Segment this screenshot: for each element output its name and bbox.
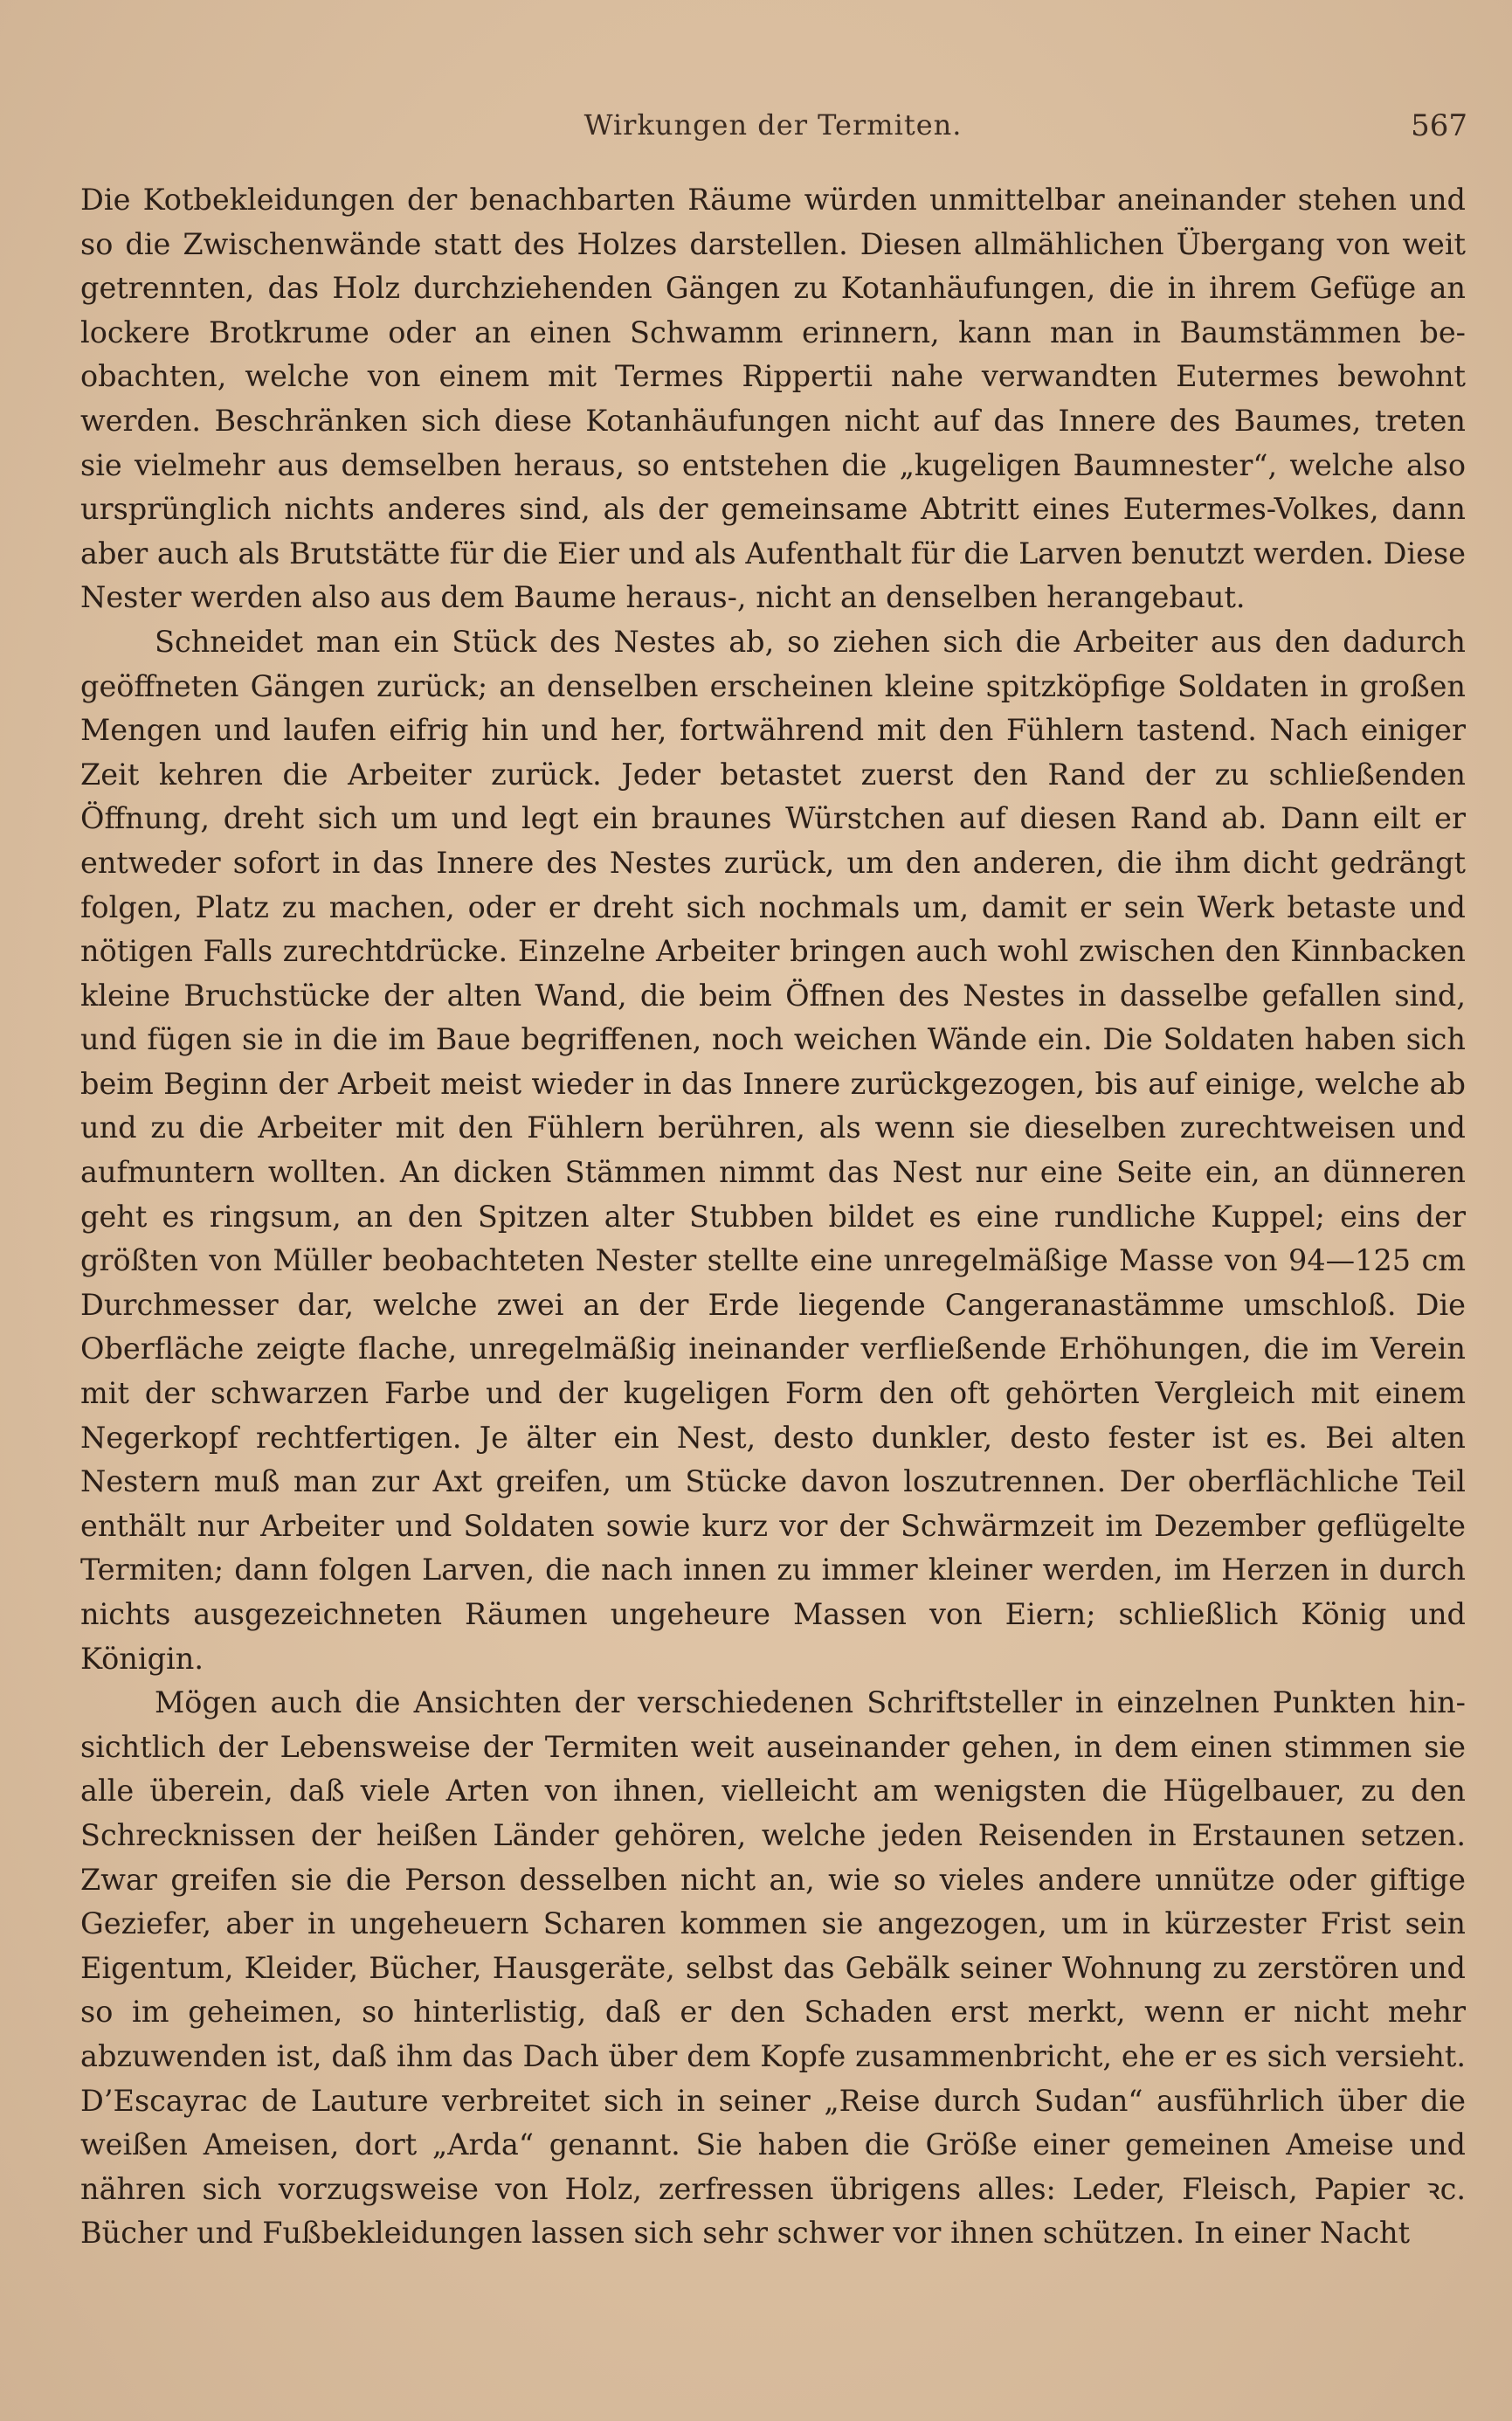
page-number: 567 [1411,108,1467,143]
paragraph-3: Mögen auch die Ansichten der verschiedenen Schriftsteller in einzelnen Punkten hinsichtlich der Lebensweise der Termiten weit auseinander gehen, in dem einen stimmen sie alle überein, daß viele Arten von ihnen, vielleicht am wenigsten die Hügelbauer, zu den Schrecknissen der heißen Länder gehören, welche jeden Reisenden in Erstaunen setzen. Zwar greifen sie die Person desselben nicht an, wie so vieles andere unnütze oder giftige Geziefer, aber in ungeheuern Scharen kommen sie angezogen, um in kürzester Frist sein Eigentum, Kleider, Bücher, Hausgeräte, selbst das Gebälk seiner Wohnung zu zerstören und so im geheimen, so hinterlistig, daß er den Schaden erst merkt, wenn er nicht mehr abzuwenden ist, daß ihm das Dach über dem Kopfe zusammenbricht, ehe er es sich versieht. D’Escayrac de Lauture verbreitet sich in seiner „Reise durch Sudan“ ausführlich über die weißen Ameisen, dort „Arda“ genannt. Sie haben die Größe einer gemeinen Ameise und nähren sich vorzugsweise von Holz, zerfressen übrigens alles: Leder, Fleisch, Papier ꝛc. Bücher und Fußbekleidungen lassen sich sehr schwer vor ihnen schützen. In einer Nacht [80,1685,1466,2251]
running-title: Wirkungen der Termiten. [583,108,963,142]
body-text [80,178,1466,2256]
running-head [79,108,1467,152]
paragraph-2: Schneidet man ein Stück des Nestes ab, so ziehen sich die Arbeiter aus den dadurch geöffneten Gängen zurück; an denselben erscheinen kleine spitzköpfige Soldaten in großen Mengen und laufen eifrig hin und her, fortwährend mit den Fühlern tastend. Nach einiger Zeit kehren die Arbeiter zurück. Jeder betastet zuerst den Rand der zu schließenden Öffnung, dreht sich um und legt ein braunes Würstchen auf diesen Rand ab. Dann eilt er entweder sofort in das Innere des Nestes zurück, um den anderen, die ihm dicht gedrängt folgen, Platz zu machen, oder er dreht sich nochmals um, damit er sein Werk betaste und nötigen Falls zurechtdrücke. Einzelne Arbeiter bringen auch wohl zwischen den Kinnbacken kleine Bruchstücke der alten Wand, die beim Öffnen des Nestes in dasselbe gefallen sind, und fügen sie in die im Baue begriffenen, noch weichen Wände ein. Die Soldaten haben sich beim Beginn der Arbeit meist wieder in das Innere zurückgezogen, bis auf einige, welche ab und zu die Arbeiter mit den Fühlern berühren, als wenn sie dieselben zurechtweisen und aufmuntern wollten. An dicken Stämmen nimmt das Nest nur eine Seite ein, an dünneren geht es ringsum, an den Spitzen alter Stubben bildet es eine rundliche Kuppel; eins der größten von Müller beobachteten Nester stellte eine unregelmäßige Masse von 94—125 cm Durchmesser dar, welche zwei an der Erde liegende Cangeranastämme umschloß. Die Oberfläche zeigte flache, unregelmäßig ineinander verfließende Erhöhungen, die im Verein mit der schwarzen Farbe und der kugeligen Form den oft gehörten Vergleich mit einem Negerkopf rechtfertigen. Je älter ein Nest, desto dunkler, desto fester ist es. Bei alten Nestern muß man zur Axt greifen, um Stücke davon loszutrennen. Der oberflächliche Teil enthält nur Arbeiter und Soldaten sowie kurz vor der Schwärmzeit im Dezember geflügelte Termiten; dann folgen Larven, die nach innen zu immer kleiner werden, im Herzen in durch nichts ausgezeichneten Räumen ungeheure Massen von Eiern; schließlich König und Königin. [80,624,1466,1676]
paragraph-1: Die Kotbekleidungen der benachbarten Räume würden unmittelbar aneinander stehen und so die Zwischenwände statt des Holzes darstellen. Diesen allmählichen Übergang von weit getrennten, das Holz durchziehenden Gängen zu Kotanhäufungen, die in ihrem Gefüge an lockere Brotkrume oder an einen Schwamm erinnern, kann man in Baumstämmen beobachten, welche von einem mit Termes Rippertii nahe verwandten Eutermes bewohnt werden. Beschränken sich diese Kotanhäufungen nicht auf das Innere des Baumes, treten sie vielmehr aus demselben heraus, so entstehen die „kugeligen Baumnester“, welche also ursprünglich nichts anderes sind, als der gemeinsame Abtritt eines Eutermes-Volkes, dann aber auch als Brutstätte für die Eier und als Aufenthalt für die Larven benutzt werden. Diese Nester werden also aus dem Baume heraus-, nicht an denselben herangebaut. [80,183,1466,615]
